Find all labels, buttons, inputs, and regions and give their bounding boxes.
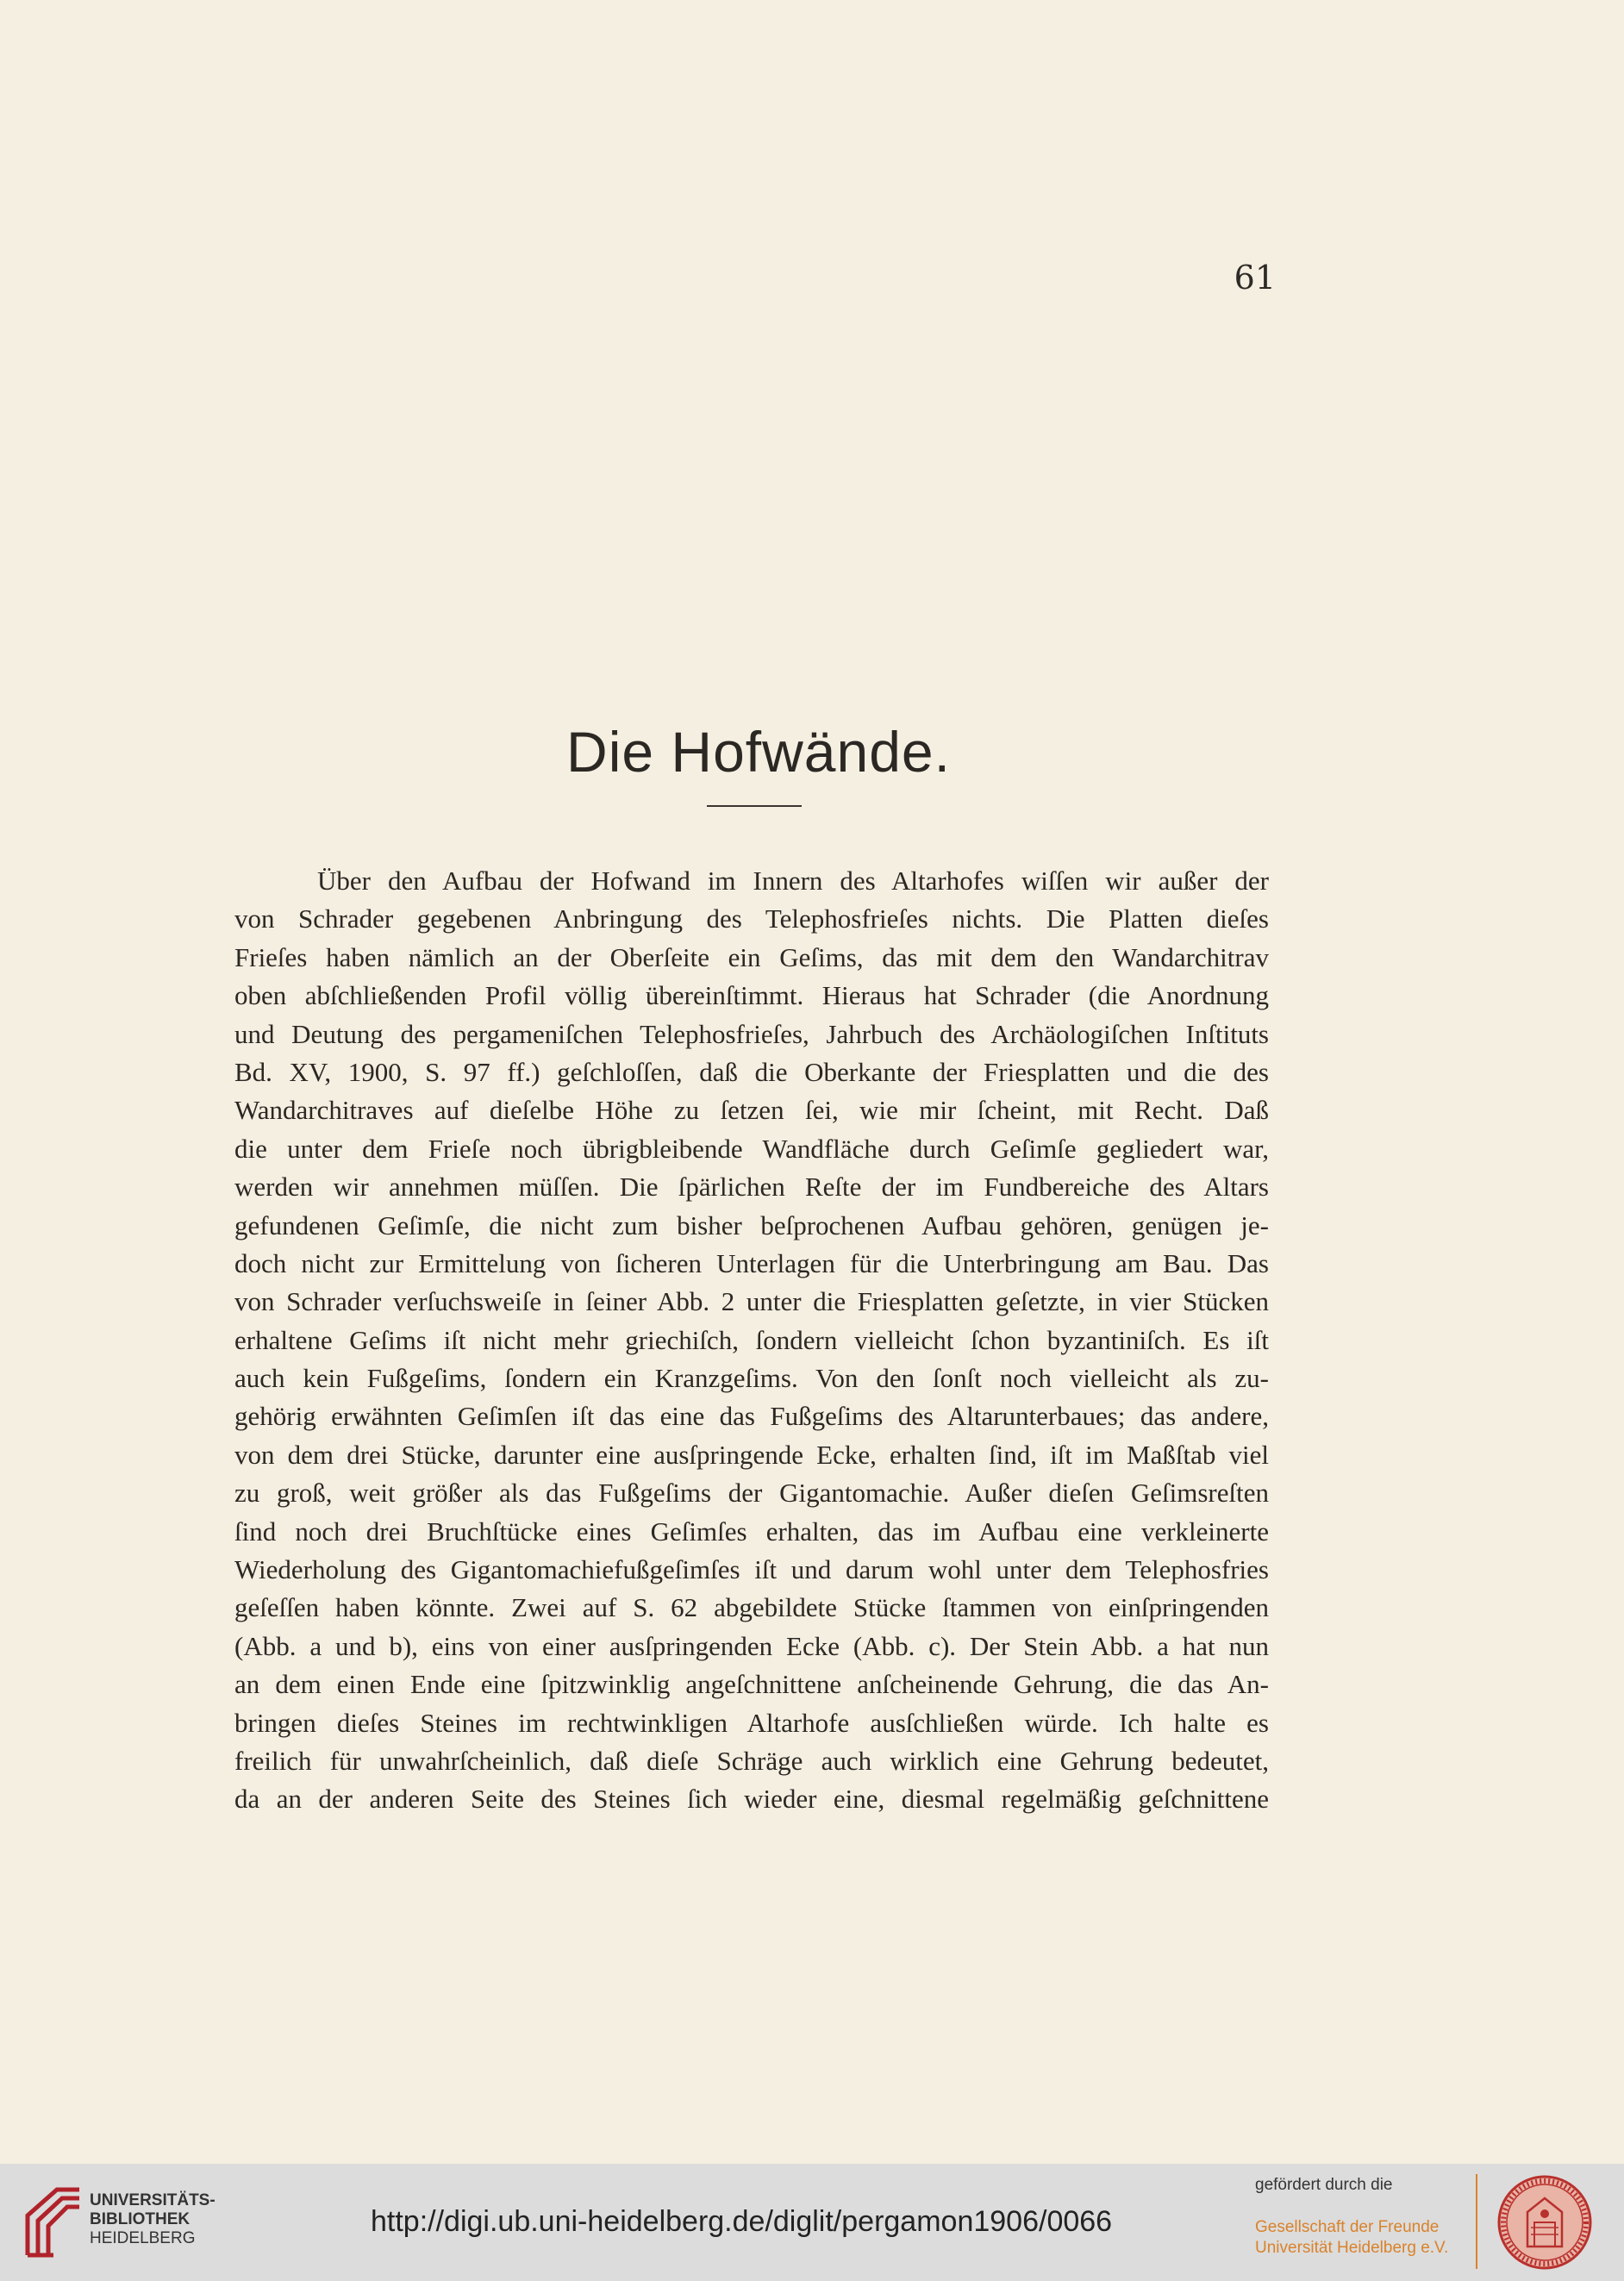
text-line: da an der anderen Seite des Steines ſich wieder eine, diesmal regelmäßig geſchnittene (234, 1784, 1269, 1815)
library-name-line: HEIDELBERG (90, 2229, 196, 2247)
footer-bar (0, 2164, 1624, 2281)
text-line: werden wir annehmen müſſen. Die ſpärlichen Reſte der im Fundbereiche des Altars (234, 1172, 1269, 1203)
chapter-title: Die Hofwände. (566, 720, 951, 784)
text-line: freilich für unwahrſcheinlich, daß dieſe Schräge auch wirklich eine Gehrung bedeutet, (234, 1745, 1269, 1776)
text-line: an dem einen Ende eine ſpitzwinklig angeſchnittene anſcheinende Gehrung, die das An- (234, 1669, 1269, 1700)
text-line: bringen dieſes Steines im rechtwinkligen Altarhofe ausſchließen würde. Ich halte es (234, 1707, 1269, 1738)
body-paragraph (234, 862, 1269, 1819)
text-line: ſind noch drei Bruchſtücke eines Geſimſes erhalten, das im Aufbau eine verkleinerte (234, 1515, 1269, 1547)
source-url-link[interactable]: http://digi.ub.uni-heidelberg.de/diglit/pergamon1906/0066 (371, 2205, 1113, 2238)
text-line: Über den Aufbau der Hofwand im Innern des Altarhofes wiſſen wir außer der (317, 866, 1269, 896)
society-name (1255, 2217, 1448, 2259)
text-line: doch nicht zur Ermittelung von ſicheren Unterlagen für die Unterbringung am Bau. Das (234, 1247, 1269, 1278)
text-line: gehörig erwähnten Geſimſen iſt das eine das Fußgeſims des Altarunterbaues; das andere, (234, 1401, 1269, 1432)
text-line: die unter dem Frieſe noch übrigbleibende Wandfläche durch Geſimſe gegliedert war, (234, 1133, 1269, 1164)
society-name-line: Gesellschaft der Freunde (1255, 2218, 1440, 2236)
text-line: auch kein Fußgeſims, ſondern ein Kranzgeſims. Von den ſonſt noch vielleicht als zu- (234, 1363, 1269, 1394)
library-name-line: UNIVERSITÄTS- (90, 2191, 215, 2209)
university-seal-icon (1496, 2174, 1593, 2271)
page-number: 61 (1234, 259, 1276, 297)
funded-by-label: gefördert durch die (1255, 2176, 1393, 2194)
footer-divider (1476, 2174, 1477, 2269)
text-line: gefundenen Geſimſe, die nicht zum bisher beſprochenen Aufbau gehören, genügen je- (234, 1209, 1269, 1240)
text-line: Wandarchitraves auf dieſelbe Höhe zu ſetzen ſei, wie mir ſcheint, mit Recht. Daß (234, 1095, 1269, 1126)
library-name (90, 2191, 215, 2248)
text-line: Bd. XV, 1900, S. 97 ff.) geſchloſſen, daß die Oberkante der Friesplatten und die des (234, 1056, 1269, 1087)
text-line: von dem drei Stücke, darunter eine ausſpringende Ecke, erhalten ſind, iſt im Maßſtab viel (234, 1439, 1269, 1470)
text-line: (Abb. a und b), eins von einer ausſpringenden Ecke (Abb. c). Der Stein Abb. a hat nun (234, 1630, 1269, 1661)
text-line: zu groß, weit größer als das Fußgeſims der Gigantomachie. Außer dieſen Geſimsreſten (234, 1478, 1269, 1509)
text-line: von Schrader verſuchsweiſe in ſeiner Abb. 2 unter die Friesplatten geſetzte, in vier Stücken (234, 1286, 1269, 1317)
text-line: oben abſchließenden Profil völlig übereinſtimmt. Hieraus hat Schrader (die Anordnung (234, 980, 1269, 1011)
society-name-line: Universität Heidelberg e.V. (1255, 2239, 1449, 2257)
text-line: und Deutung des pergameniſchen Telephosfrieſes, Jahrbuch des Archäologiſchen Inſtituts (234, 1018, 1269, 1049)
text-line: Frieſes haben nämlich an der Oberſeite ein Geſims, das mit dem den Wandarchitrav (234, 941, 1269, 972)
text-line: Wiederholung des Gigantomachiefußgeſimſes iſt und darum wohl unter dem Telephosfries (234, 1554, 1269, 1585)
text-line: geſeſſen haben könnte. Zwei auf S. 62 abgebildete Stücke ſtammen von einſpringenden (234, 1592, 1269, 1623)
text-line: erhaltene Geſims iſt nicht mehr griechiſch, ſondern vielleicht ſchon byzantiniſch. Es iſt (234, 1324, 1269, 1355)
title-divider (707, 805, 802, 807)
text-line: von Schrader gegebenen Anbringung des Telephosfrieſes nichts. Die Platten dieſes (234, 903, 1269, 934)
library-logo-icon (19, 2186, 84, 2259)
library-name-line: BIBLIOTHEK (90, 2210, 191, 2228)
